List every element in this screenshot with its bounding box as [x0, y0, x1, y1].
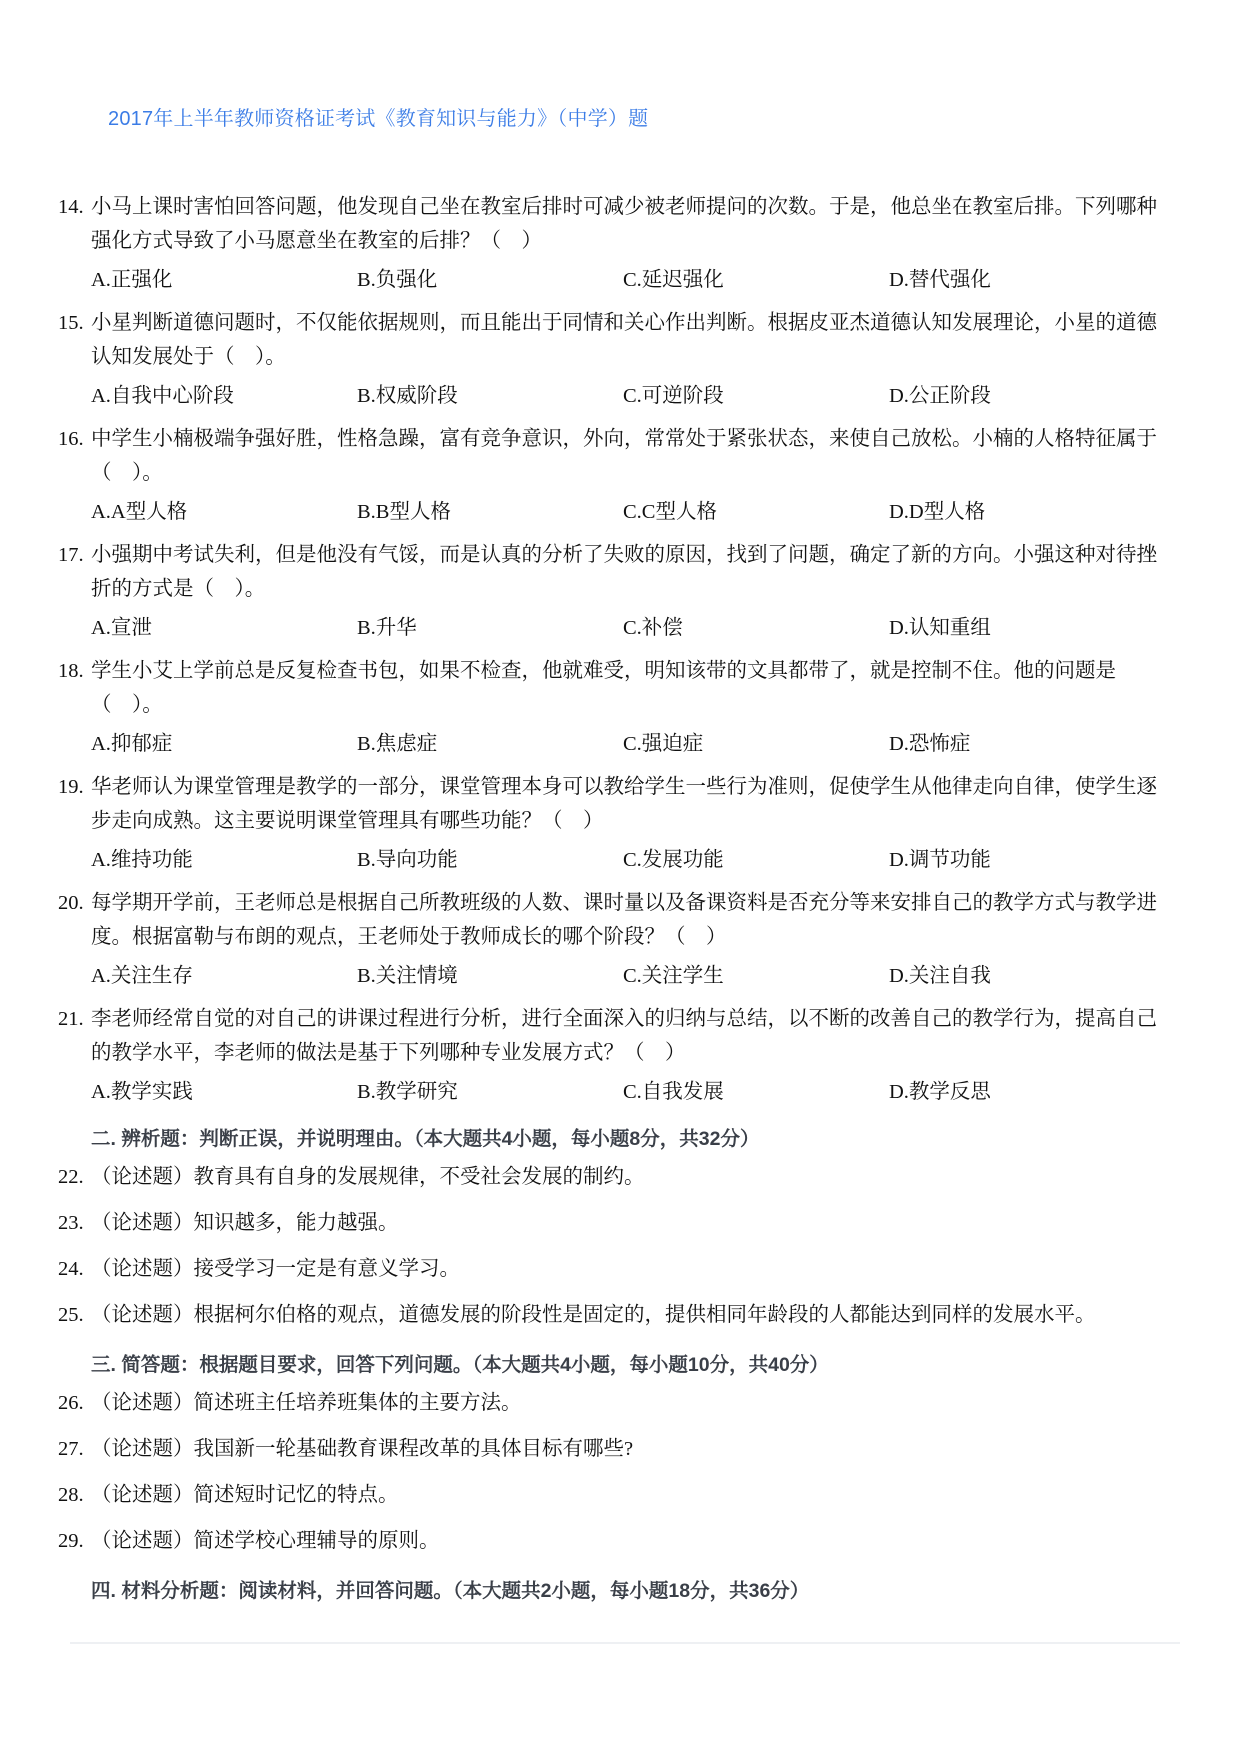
- options-17: [58, 606, 1158, 650]
- option-b: B.B型人格: [357, 501, 451, 523]
- options-16: [58, 490, 1158, 534]
- question-27: [58, 1432, 1158, 1466]
- document-title: 2017年上半年教师资格证考试《教育知识与能力》（中学）题: [108, 108, 649, 130]
- option-a: A.自我中心阶段: [91, 385, 234, 407]
- question-number: 16.: [58, 428, 84, 450]
- question-21: [58, 1002, 1158, 1070]
- option-d: D.关注自我: [889, 965, 991, 987]
- question-stem: 小强期中考试失利，但是他没有气馁，而是认真的分析了失败的原因，找到了问题，确定了新的方向。小强这种对待挫折的方式是（ ）。: [91, 544, 1157, 600]
- section-heading-material-analysis: 四. 材料分析题：阅读材料，并回答问题。（本大题共2小题，每小题18分，共36分）: [91, 1580, 810, 1602]
- question-number: 24.: [58, 1258, 84, 1280]
- question-number: 19.: [58, 776, 84, 798]
- section-heading-short-answer: 三. 简答题：根据题目要求，回答下列问题。（本大题共4小题，每小题10分，共40分）: [91, 1354, 829, 1376]
- question-number: 26.: [58, 1392, 84, 1414]
- option-c: C.延迟强化: [623, 269, 724, 291]
- question-23: [58, 1206, 1158, 1240]
- question-14: [58, 190, 1158, 258]
- question-25: [58, 1298, 1158, 1332]
- option-c: C.可逆阶段: [623, 385, 724, 407]
- question-20: [58, 886, 1158, 954]
- question-text: （论述题）知识越多，能力越强。: [91, 1212, 399, 1234]
- question-number: 28.: [58, 1484, 84, 1506]
- question-text: （论述题）简述班主任培养班集体的主要方法。: [91, 1392, 522, 1414]
- option-b: B.负强化: [357, 269, 438, 291]
- question-number: 29.: [58, 1530, 84, 1552]
- question-18: [58, 654, 1158, 722]
- question-number: 23.: [58, 1212, 84, 1234]
- question-stem: 每学期开学前，王老师总是根据自己所教班级的人数、课时量以及备课资料是否充分等来安排自己的教学方式与教学进度。根据富勒与布朗的观点，王老师处于教师成长的哪个阶段？（ ）: [91, 892, 1157, 948]
- option-d: D.恐怖症: [889, 733, 971, 755]
- option-b: B.焦虑症: [357, 733, 438, 755]
- question-22: [58, 1160, 1158, 1194]
- question-28: [58, 1478, 1158, 1512]
- question-number: 25.: [58, 1304, 84, 1326]
- question-number: 14.: [58, 196, 84, 218]
- options-20: [58, 954, 1158, 998]
- question-number: 21.: [58, 1008, 84, 1030]
- question-stem: 学生小艾上学前总是反复检查书包，如果不检查，他就难受，明知该带的文具都带了，就是控制不住。他的问题是（ ）。: [91, 660, 1116, 716]
- options-21: [58, 1070, 1158, 1114]
- option-a: A.关注生存: [91, 965, 193, 987]
- option-d: D.D型人格: [889, 501, 986, 523]
- question-number: 20.: [58, 892, 84, 914]
- options-18: [58, 722, 1158, 766]
- question-19: [58, 770, 1158, 838]
- option-a: A.宣泄: [91, 617, 152, 639]
- option-a: A.抑郁症: [91, 733, 173, 755]
- question-stem: 小马上课时害怕回答问题，他发现自己坐在教室后排时可减少被老师提问的次数。于是，他总坐在教室后排。下列哪种强化方式导致了小马愿意坐在教室的后排？（ ）: [91, 196, 1157, 252]
- question-24: [58, 1252, 1158, 1286]
- option-b: B.导向功能: [357, 849, 458, 871]
- question-number: 18.: [58, 660, 84, 682]
- option-a: A.教学实践: [91, 1081, 193, 1103]
- option-b: B.教学研究: [357, 1081, 458, 1103]
- question-number: 27.: [58, 1438, 84, 1460]
- question-stem: 华老师认为课堂管理是教学的一部分，课堂管理本身可以教给学生一些行为准则，促使学生从他律走向自律，使学生逐步走向成熟。这主要说明课堂管理具有哪些功能？（ ）: [91, 776, 1157, 832]
- option-a: A.维持功能: [91, 849, 193, 871]
- question-29: [58, 1524, 1158, 1558]
- question-26: [58, 1386, 1158, 1420]
- option-d: D.认知重组: [889, 617, 991, 639]
- question-stem: 李老师经常自觉的对自己的讲课过程进行分析，进行全面深入的归纳与总结，以不断的改善自己的教学行为，提高自己的教学水平，李老师的做法是基于下列哪种专业发展方式？（ ）: [91, 1008, 1157, 1064]
- option-b: B.关注情境: [357, 965, 458, 987]
- option-d: D.调节功能: [889, 849, 991, 871]
- option-c: C.C型人格: [623, 501, 717, 523]
- options-15: [58, 374, 1158, 418]
- question-text: （论述题）我国新一轮基础教育课程改革的具体目标有哪些?: [91, 1438, 634, 1460]
- option-c: C.强迫症: [623, 733, 704, 755]
- option-d: D.教学反思: [889, 1081, 991, 1103]
- option-b: B.权威阶段: [357, 385, 458, 407]
- question-text: （论述题）简述短时记忆的特点。: [91, 1484, 399, 1506]
- question-stem: 中学生小楠极端争强好胜，性格急躁，富有竞争意识，外向，常常处于紧张状态，来使自己放松。小楠的人格特征属于（ ）。: [91, 428, 1157, 484]
- section-heading-analysis: 二. 辨析题：判断正误，并说明理由。（本大题共4小题，每小题8分，共32分）: [91, 1128, 760, 1150]
- option-c: C.自我发展: [623, 1081, 724, 1103]
- option-c: C.发展功能: [623, 849, 724, 871]
- options-14: [58, 258, 1158, 302]
- exam-content: [58, 190, 1158, 1612]
- option-a: A.A型人格: [91, 501, 188, 523]
- question-text: （论述题）根据柯尔伯格的观点，道德发展的阶段性是固定的，提供相同年龄段的人都能达到同样的发展水平。: [91, 1304, 1096, 1326]
- question-stem: 小星判断道德问题时，不仅能依据规则，而且能出于同情和关心作出判断。根据皮亚杰道德认知发展理论，小星的道德认知发展处于（ ）。: [91, 312, 1157, 368]
- question-number: 17.: [58, 544, 84, 566]
- question-number: 22.: [58, 1166, 84, 1188]
- option-a: A.正强化: [91, 269, 173, 291]
- option-d: D.公正阶段: [889, 385, 991, 407]
- option-d: D.替代强化: [889, 269, 991, 291]
- option-c: C.补偿: [623, 617, 683, 639]
- page-divider: [70, 1642, 1180, 1644]
- question-number: 15.: [58, 312, 84, 334]
- options-19: [58, 838, 1158, 882]
- option-c: C.关注学生: [623, 965, 724, 987]
- question-text: （论述题）接受学习一定是有意义学习。: [91, 1258, 460, 1280]
- question-text: （论述题）简述学校心理辅导的原则。: [91, 1530, 440, 1552]
- option-b: B.升华: [357, 617, 417, 639]
- question-16: [58, 422, 1158, 490]
- question-17: [58, 538, 1158, 606]
- question-text: （论述题）教育具有自身的发展规律，不受社会发展的制约。: [91, 1166, 645, 1188]
- question-15: [58, 306, 1158, 374]
